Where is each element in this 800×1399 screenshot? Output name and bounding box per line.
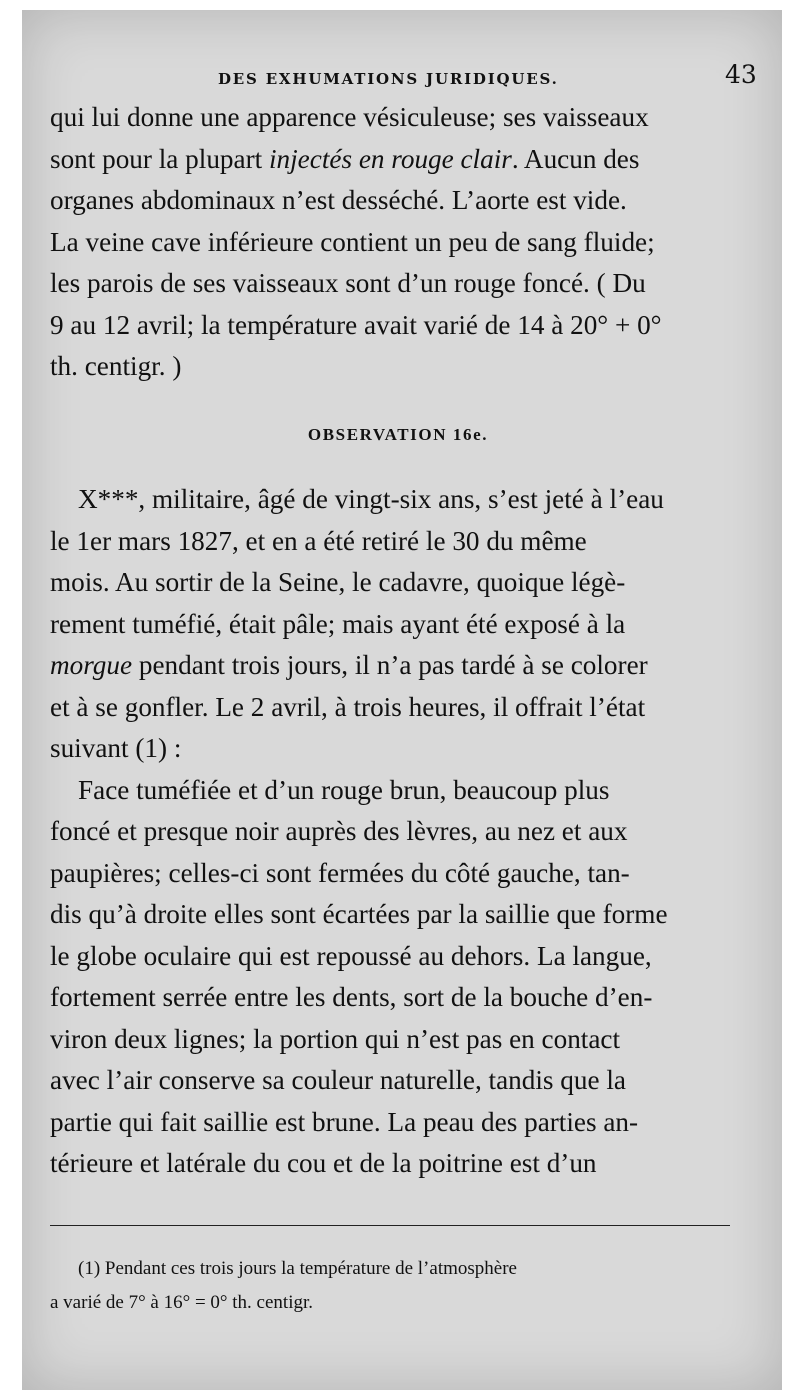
text-line: a varié de 7° à 16° = 0° th. centigr.: [50, 1292, 314, 1313]
text-line: 9 au 12 avril; la température avait varié de 14 à 20° + 0°: [50, 309, 662, 340]
footnote-rule: [50, 1225, 730, 1226]
italic-phrase: injectés en rouge clair: [268, 143, 512, 174]
text-line: viron deux lignes; la portion qui n’est pas en contact: [50, 1023, 621, 1054]
text-line: le 1er mars 1827, et en a été retiré le 30 du même: [50, 525, 587, 556]
text-line: [50, 645, 738, 687]
body-text: [50, 97, 738, 1185]
text-line: [50, 139, 738, 181]
text-line: le globe oculaire qui est repoussé au dehors. La langue,: [50, 940, 652, 971]
text-line: mois. Au sortir de la Seine, le cadavre, quoique légè-: [50, 567, 626, 597]
text-run: sont pour la plupart: [50, 143, 269, 174]
running-title: DES EXHUMATIONS JURIDIQUES.: [218, 70, 559, 88]
text-line: foncé et presque noir auprès des lèvres, au nez et aux: [50, 816, 628, 846]
italic-phrase: morgue: [50, 650, 133, 680]
footnote: [50, 1252, 740, 1320]
text-line: th. centigr. ): [50, 351, 182, 381]
paragraph-1: [50, 97, 738, 388]
page-number: 43: [725, 60, 757, 89]
text-line: X***, militaire, âgé de vingt-six ans, s’est jeté à l’eau: [78, 484, 664, 514]
text-line: paupières; celles-ci sont fermées du côté gauche, tan-: [50, 857, 630, 888]
text-line: organes abdominaux n’est desséché. L’aorte est vide.: [50, 185, 627, 215]
observation-title: OBSERVATION 16e.: [307, 424, 489, 444]
text-line: partie qui fait saillie est brune. La peau des parties an-: [50, 1106, 639, 1137]
text-run: pendant trois jours, il n’a pas tardé à se colorer: [132, 650, 648, 680]
paragraph-2: [50, 479, 738, 770]
text-line: Face tuméfiée et d’un rouge brun, beaucoup plus: [78, 774, 610, 805]
text-line: suivant (1) :: [50, 733, 182, 763]
text-line: La veine cave inférieure contient un peu de sang fluide;: [50, 226, 655, 257]
text-line: rement tuméfié, était pâle; mais ayant été exposé à la: [50, 608, 626, 639]
text-line: qui lui donne une apparence vésiculeuse; ses vaisseaux: [50, 102, 649, 132]
text-run: . Aucun des: [511, 143, 640, 174]
text-line: les parois de ses vaisseaux sont d’un rouge foncé. ( Du: [50, 268, 646, 298]
text-line: (1) Pendant ces trois jours la température de l’atmosphère: [78, 1258, 517, 1279]
text-line: térieure et latérale du cou et de la poitrine est d’un: [50, 1148, 597, 1178]
text-line: et à se gonfler. Le 2 avril, à trois heures, il offrait l’état: [50, 691, 646, 722]
text-line: avec l’air conserve sa couleur naturelle, tandis que la: [50, 1065, 626, 1095]
paragraph-3: [50, 770, 738, 1185]
text-line: fortement serrée entre les dents, sort de la bouche d’en-: [50, 982, 653, 1012]
text-line: dis qu’à droite elles sont écartées par la saillie que forme: [50, 899, 668, 929]
